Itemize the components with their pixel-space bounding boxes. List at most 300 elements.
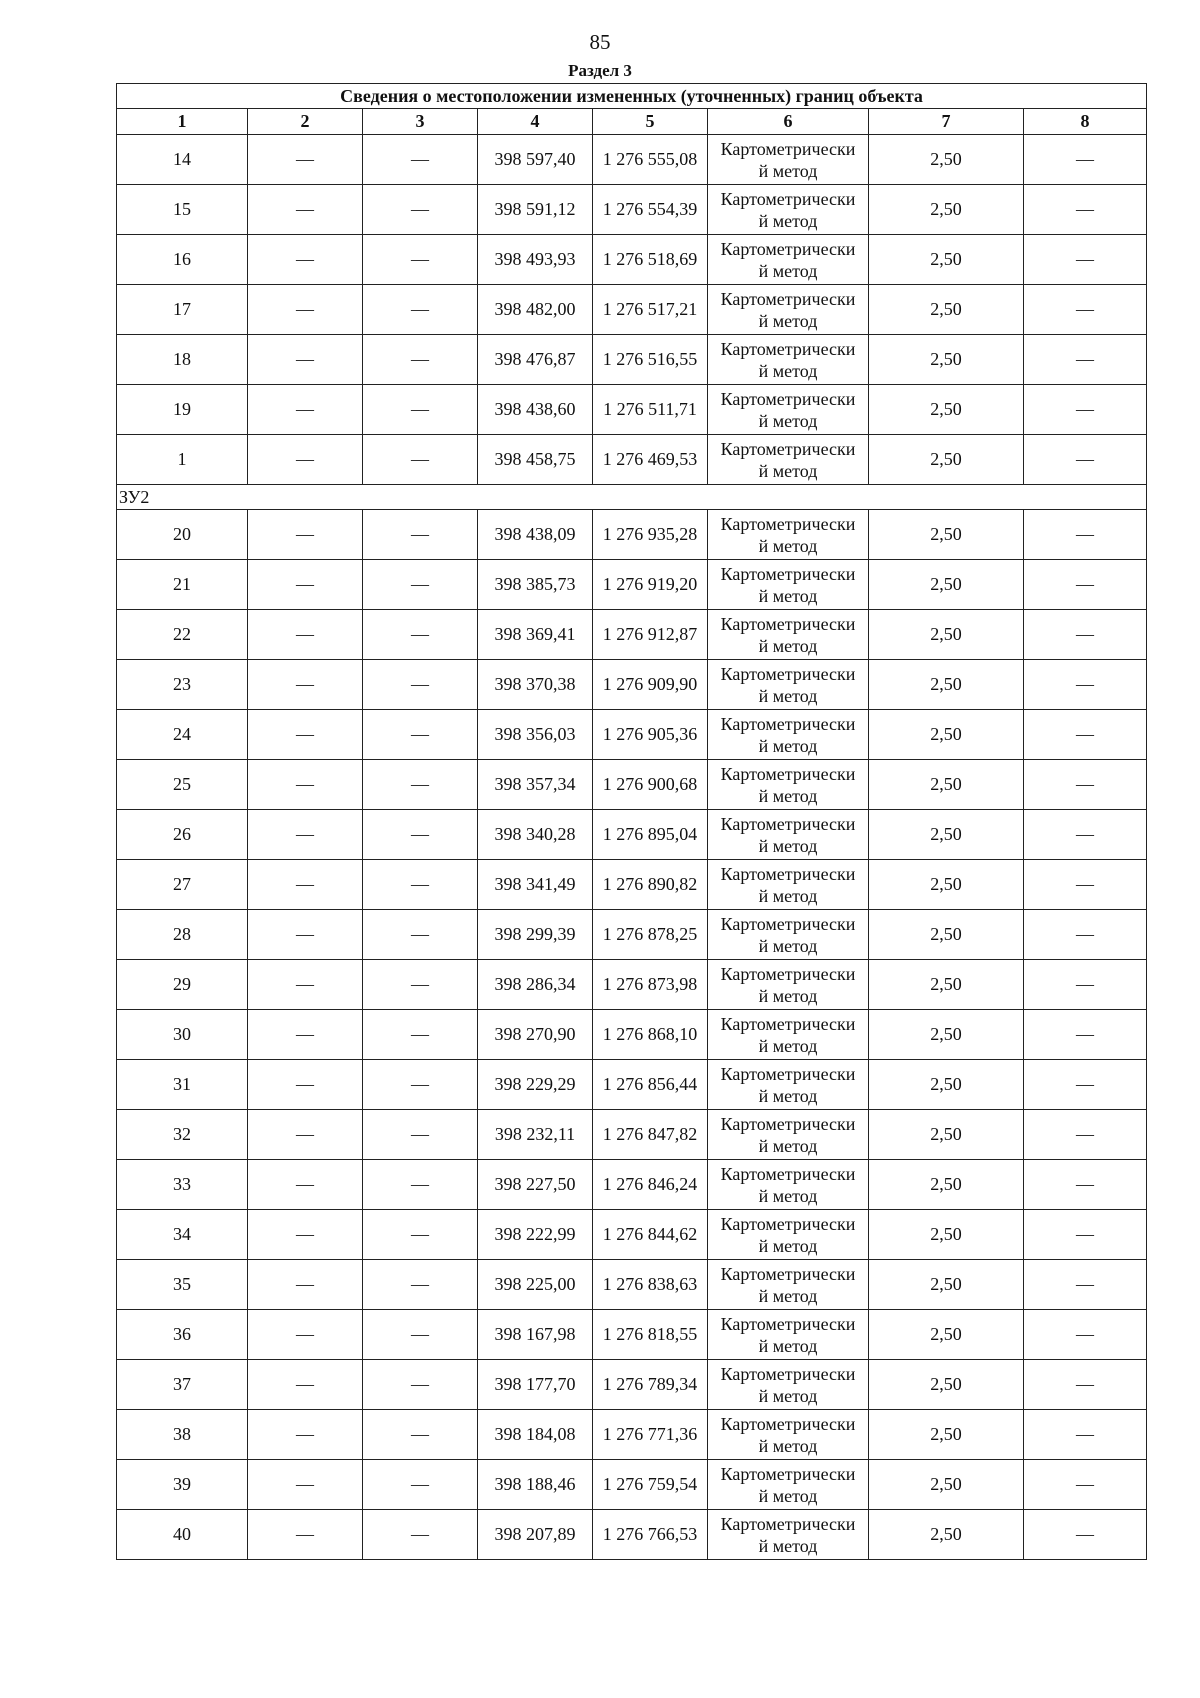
- column-8-cell: —: [1024, 435, 1147, 485]
- point-number-cell: 36: [117, 1310, 248, 1360]
- method-line-2: й метод: [758, 1335, 818, 1356]
- page-number: 85: [589, 30, 611, 54]
- column-2-cell: —: [248, 860, 363, 910]
- x-coordinate-cell: 398 493,93: [478, 235, 593, 285]
- point-number-cell: 16: [117, 235, 248, 285]
- accuracy-cell: 2,50: [869, 335, 1024, 385]
- column-8-cell: —: [1024, 1460, 1147, 1510]
- x-coordinate-cell: 398 482,00: [478, 285, 593, 335]
- method-cell: [708, 860, 869, 910]
- method-line-2: й метод: [758, 1435, 818, 1456]
- table-row: [117, 1060, 1147, 1110]
- method-line-1: Картометрически: [720, 188, 856, 209]
- table-row: [117, 610, 1147, 660]
- column-8-cell: —: [1024, 1360, 1147, 1410]
- x-coordinate-cell: 398 341,49: [478, 860, 593, 910]
- method-cell: [708, 810, 869, 860]
- column-8-cell: —: [1024, 135, 1147, 185]
- method-line-1: Картометрически: [720, 863, 856, 884]
- table-row: [117, 385, 1147, 435]
- y-coordinate-cell: 1 276 868,10: [593, 1010, 708, 1060]
- point-number-cell: 18: [117, 335, 248, 385]
- method-cell: [708, 1110, 869, 1160]
- column-2-cell: —: [248, 335, 363, 385]
- column-8-cell: —: [1024, 610, 1147, 660]
- accuracy-cell: 2,50: [869, 1160, 1024, 1210]
- table-row: [117, 760, 1147, 810]
- column-8-cell: —: [1024, 1010, 1147, 1060]
- column-8-cell: —: [1024, 1510, 1147, 1560]
- accuracy-cell: 2,50: [869, 760, 1024, 810]
- column-3-cell: —: [363, 1360, 478, 1410]
- column-3-cell: —: [363, 860, 478, 910]
- column-2-cell: —: [248, 235, 363, 285]
- accuracy-cell: 2,50: [869, 1310, 1024, 1360]
- column-8-cell: —: [1024, 510, 1147, 560]
- y-coordinate-cell: 1 276 469,53: [593, 435, 708, 485]
- method-line-2: й метод: [758, 685, 818, 706]
- y-coordinate-cell: 1 276 900,68: [593, 760, 708, 810]
- table-row: [117, 1510, 1147, 1560]
- method-cell: [708, 560, 869, 610]
- method-line-2: й метод: [758, 1485, 818, 1506]
- x-coordinate-cell: 398 225,00: [478, 1260, 593, 1310]
- point-number-cell: 20: [117, 510, 248, 560]
- x-coordinate-cell: 398 177,70: [478, 1360, 593, 1410]
- method-line-1: Картометрически: [720, 1313, 856, 1334]
- method-line-1: Картометрически: [720, 238, 856, 259]
- point-number-cell: 33: [117, 1160, 248, 1210]
- column-3-cell: —: [363, 760, 478, 810]
- point-number-cell: 35: [117, 1260, 248, 1310]
- column-8-cell: —: [1024, 710, 1147, 760]
- method-line-1: Картометрически: [720, 1513, 856, 1534]
- table-row: [117, 960, 1147, 1010]
- method-line-1: Картометрически: [720, 763, 856, 784]
- column-number: 4: [478, 109, 593, 135]
- column-3-cell: —: [363, 185, 478, 235]
- point-number-cell: 34: [117, 1210, 248, 1260]
- x-coordinate-cell: 398 369,41: [478, 610, 593, 660]
- method-line-1: Картометрически: [720, 1413, 856, 1434]
- method-line-1: Картометрически: [720, 613, 856, 634]
- column-8-cell: —: [1024, 760, 1147, 810]
- point-number-cell: 1: [117, 435, 248, 485]
- method-line-1: Картометрически: [720, 1213, 856, 1234]
- x-coordinate-cell: 398 184,08: [478, 1410, 593, 1460]
- x-coordinate-cell: 398 207,89: [478, 1510, 593, 1560]
- column-2-cell: —: [248, 1460, 363, 1510]
- accuracy-cell: 2,50: [869, 960, 1024, 1010]
- point-number-cell: 23: [117, 660, 248, 710]
- method-cell: [708, 1460, 869, 1510]
- x-coordinate-cell: 398 438,60: [478, 385, 593, 435]
- column-2-cell: —: [248, 910, 363, 960]
- method-line-1: Картометрически: [720, 1163, 856, 1184]
- point-number-cell: 25: [117, 760, 248, 810]
- y-coordinate-cell: 1 276 895,04: [593, 810, 708, 860]
- accuracy-cell: 2,50: [869, 1110, 1024, 1160]
- accuracy-cell: 2,50: [869, 285, 1024, 335]
- x-coordinate-cell: 398 270,90: [478, 1010, 593, 1060]
- x-coordinate-cell: 398 340,28: [478, 810, 593, 860]
- table-body: [117, 135, 1147, 1560]
- table-row: [117, 1310, 1147, 1360]
- y-coordinate-cell: 1 276 766,53: [593, 1510, 708, 1560]
- method-line-2: й метод: [758, 410, 818, 431]
- x-coordinate-cell: 398 229,29: [478, 1060, 593, 1110]
- column-number: 5: [593, 109, 708, 135]
- column-2-cell: —: [248, 760, 363, 810]
- table-row: [117, 1460, 1147, 1510]
- column-2-cell: —: [248, 610, 363, 660]
- y-coordinate-cell: 1 276 844,62: [593, 1210, 708, 1260]
- column-8-cell: —: [1024, 1060, 1147, 1110]
- method-cell: [708, 1260, 869, 1310]
- accuracy-cell: 2,50: [869, 510, 1024, 560]
- method-line-2: й метод: [758, 310, 818, 331]
- accuracy-cell: 2,50: [869, 1410, 1024, 1460]
- y-coordinate-cell: 1 276 909,90: [593, 660, 708, 710]
- point-number-cell: 32: [117, 1110, 248, 1160]
- column-number-row: [117, 109, 1147, 135]
- column-2-cell: —: [248, 185, 363, 235]
- column-3-cell: —: [363, 710, 478, 760]
- method-cell: [708, 385, 869, 435]
- point-number-cell: 26: [117, 810, 248, 860]
- table-row: [117, 860, 1147, 910]
- column-8-cell: —: [1024, 1210, 1147, 1260]
- column-2-cell: —: [248, 285, 363, 335]
- y-coordinate-cell: 1 276 511,71: [593, 385, 708, 435]
- method-line-1: Картометрически: [720, 1013, 856, 1034]
- x-coordinate-cell: 398 476,87: [478, 335, 593, 385]
- accuracy-cell: 2,50: [869, 660, 1024, 710]
- column-3-cell: —: [363, 1110, 478, 1160]
- method-cell: [708, 185, 869, 235]
- y-coordinate-cell: 1 276 856,44: [593, 1060, 708, 1110]
- column-number: 6: [708, 109, 869, 135]
- column-3-cell: —: [363, 1210, 478, 1260]
- point-number-cell: 14: [117, 135, 248, 185]
- table-row: [117, 435, 1147, 485]
- y-coordinate-cell: 1 276 846,24: [593, 1160, 708, 1210]
- table-row: [117, 335, 1147, 385]
- column-8-cell: —: [1024, 1410, 1147, 1460]
- column-3-cell: —: [363, 1310, 478, 1360]
- point-number-cell: 38: [117, 1410, 248, 1460]
- column-3-cell: —: [363, 1410, 478, 1460]
- accuracy-cell: 2,50: [869, 1360, 1024, 1410]
- column-2-cell: —: [248, 1510, 363, 1560]
- column-8-cell: —: [1024, 810, 1147, 860]
- column-3-cell: —: [363, 285, 478, 335]
- method-line-1: Картометрически: [720, 338, 856, 359]
- y-coordinate-cell: 1 276 759,54: [593, 1460, 708, 1510]
- point-number-cell: 37: [117, 1360, 248, 1410]
- point-number-cell: 22: [117, 610, 248, 660]
- method-line-2: й метод: [758, 735, 818, 756]
- method-line-2: й метод: [758, 360, 818, 381]
- column-3-cell: —: [363, 1460, 478, 1510]
- y-coordinate-cell: 1 276 554,39: [593, 185, 708, 235]
- x-coordinate-cell: 398 385,73: [478, 560, 593, 610]
- table-row: [117, 185, 1147, 235]
- method-line-2: й метод: [758, 1185, 818, 1206]
- y-coordinate-cell: 1 276 771,36: [593, 1410, 708, 1460]
- column-2-cell: —: [248, 960, 363, 1010]
- method-line-2: й метод: [758, 260, 818, 281]
- column-number: 3: [363, 109, 478, 135]
- y-coordinate-cell: 1 276 919,20: [593, 560, 708, 610]
- y-coordinate-cell: 1 276 555,08: [593, 135, 708, 185]
- column-2-cell: —: [248, 135, 363, 185]
- method-line-1: Картометрически: [720, 663, 856, 684]
- x-coordinate-cell: 398 286,34: [478, 960, 593, 1010]
- table-row: [117, 1260, 1147, 1310]
- accuracy-cell: 2,50: [869, 1510, 1024, 1560]
- table-row: [117, 1210, 1147, 1260]
- column-8-cell: —: [1024, 660, 1147, 710]
- method-line-2: й метод: [758, 1085, 818, 1106]
- method-cell: [708, 1360, 869, 1410]
- column-2-cell: —: [248, 1010, 363, 1060]
- accuracy-cell: 2,50: [869, 860, 1024, 910]
- method-cell: [708, 1510, 869, 1560]
- column-8-cell: —: [1024, 185, 1147, 235]
- method-line-1: Картометрически: [720, 813, 856, 834]
- point-number-cell: 21: [117, 560, 248, 610]
- section-title: Раздел 3: [568, 61, 632, 80]
- column-8-cell: —: [1024, 910, 1147, 960]
- x-coordinate-cell: 398 299,39: [478, 910, 593, 960]
- y-coordinate-cell: 1 276 878,25: [593, 910, 708, 960]
- point-number-cell: 27: [117, 860, 248, 910]
- table-row: [117, 910, 1147, 960]
- method-cell: [708, 1060, 869, 1110]
- accuracy-cell: 2,50: [869, 435, 1024, 485]
- column-2-cell: —: [248, 1110, 363, 1160]
- method-line-2: й метод: [758, 160, 818, 181]
- column-number: 1: [117, 109, 248, 135]
- method-line-2: й метод: [758, 835, 818, 856]
- method-line-1: Картометрически: [720, 1263, 856, 1284]
- method-line-1: Картометрически: [720, 1463, 856, 1484]
- y-coordinate-cell: 1 276 517,21: [593, 285, 708, 335]
- method-cell: [708, 510, 869, 560]
- table-row: [117, 1110, 1147, 1160]
- method-line-1: Картометрически: [720, 288, 856, 309]
- table-row: [117, 135, 1147, 185]
- method-line-1: Картометрически: [720, 963, 856, 984]
- column-8-cell: —: [1024, 1310, 1147, 1360]
- column-2-cell: —: [248, 1360, 363, 1410]
- method-cell: [708, 1410, 869, 1460]
- method-cell: [708, 960, 869, 1010]
- point-number-cell: 30: [117, 1010, 248, 1060]
- y-coordinate-cell: 1 276 789,34: [593, 1360, 708, 1410]
- column-3-cell: —: [363, 1260, 478, 1310]
- accuracy-cell: 2,50: [869, 1010, 1024, 1060]
- table-row: [117, 1360, 1147, 1410]
- column-2-cell: —: [248, 1160, 363, 1210]
- table-row: [117, 810, 1147, 860]
- method-line-2: й метод: [758, 585, 818, 606]
- method-line-2: й метод: [758, 635, 818, 656]
- boundary-coordinates-table: [116, 83, 1147, 1560]
- column-3-cell: —: [363, 960, 478, 1010]
- x-coordinate-cell: 398 438,09: [478, 510, 593, 560]
- method-line-1: Картометрически: [720, 438, 856, 459]
- method-line-2: й метод: [758, 535, 818, 556]
- method-line-2: й метод: [758, 785, 818, 806]
- method-line-2: й метод: [758, 1035, 818, 1056]
- column-3-cell: —: [363, 235, 478, 285]
- point-number-cell: 40: [117, 1510, 248, 1560]
- accuracy-cell: 2,50: [869, 1460, 1024, 1510]
- column-2-cell: —: [248, 1260, 363, 1310]
- column-8-cell: —: [1024, 1260, 1147, 1310]
- table-row: [117, 660, 1147, 710]
- method-line-2: й метод: [758, 460, 818, 481]
- column-number: 2: [248, 109, 363, 135]
- method-line-2: й метод: [758, 210, 818, 231]
- point-number-cell: 15: [117, 185, 248, 235]
- accuracy-cell: 2,50: [869, 910, 1024, 960]
- method-cell: [708, 1010, 869, 1060]
- table-title: Сведения о местоположении измененных (уточненных) границ объекта: [117, 84, 1147, 109]
- column-8-cell: —: [1024, 335, 1147, 385]
- column-3-cell: —: [363, 510, 478, 560]
- point-number-cell: 28: [117, 910, 248, 960]
- column-3-cell: —: [363, 610, 478, 660]
- column-8-cell: —: [1024, 1110, 1147, 1160]
- column-3-cell: —: [363, 135, 478, 185]
- point-number-cell: 19: [117, 385, 248, 435]
- column-number: 8: [1024, 109, 1147, 135]
- column-number: 7: [869, 109, 1024, 135]
- column-3-cell: —: [363, 660, 478, 710]
- column-3-cell: —: [363, 560, 478, 610]
- point-number-cell: 24: [117, 710, 248, 760]
- method-line-2: й метод: [758, 1385, 818, 1406]
- table-row: [117, 710, 1147, 760]
- column-2-cell: —: [248, 810, 363, 860]
- column-2-cell: —: [248, 1410, 363, 1460]
- x-coordinate-cell: 398 232,11: [478, 1110, 593, 1160]
- column-2-cell: —: [248, 560, 363, 610]
- table-row: [117, 560, 1147, 610]
- y-coordinate-cell: 1 276 518,69: [593, 235, 708, 285]
- accuracy-cell: 2,50: [869, 135, 1024, 185]
- accuracy-cell: 2,50: [869, 610, 1024, 660]
- column-2-cell: —: [248, 1060, 363, 1110]
- column-2-cell: —: [248, 1310, 363, 1360]
- method-line-1: Картометрически: [720, 513, 856, 534]
- method-cell: [708, 710, 869, 760]
- y-coordinate-cell: 1 276 516,55: [593, 335, 708, 385]
- method-line-1: Картометрически: [720, 388, 856, 409]
- group-row: [117, 485, 1147, 510]
- x-coordinate-cell: 398 370,38: [478, 660, 593, 710]
- method-line-1: Картометрически: [720, 713, 856, 734]
- group-label: ЗУ2: [117, 485, 1147, 510]
- method-line-2: й метод: [758, 1135, 818, 1156]
- x-coordinate-cell: 398 227,50: [478, 1160, 593, 1210]
- column-3-cell: —: [363, 1010, 478, 1060]
- method-cell: [708, 435, 869, 485]
- accuracy-cell: 2,50: [869, 810, 1024, 860]
- method-cell: [708, 1310, 869, 1360]
- table-row: [117, 1010, 1147, 1060]
- y-coordinate-cell: 1 276 838,63: [593, 1260, 708, 1310]
- point-number-cell: 17: [117, 285, 248, 335]
- x-coordinate-cell: 398 188,46: [478, 1460, 593, 1510]
- method-line-2: й метод: [758, 935, 818, 956]
- accuracy-cell: 2,50: [869, 1060, 1024, 1110]
- accuracy-cell: 2,50: [869, 1210, 1024, 1260]
- column-8-cell: —: [1024, 860, 1147, 910]
- method-line-2: й метод: [758, 1285, 818, 1306]
- column-3-cell: —: [363, 1510, 478, 1560]
- x-coordinate-cell: 398 167,98: [478, 1310, 593, 1360]
- y-coordinate-cell: 1 276 847,82: [593, 1110, 708, 1160]
- table-row: [117, 510, 1147, 560]
- accuracy-cell: 2,50: [869, 560, 1024, 610]
- method-cell: [708, 1210, 869, 1260]
- method-line-2: й метод: [758, 885, 818, 906]
- column-3-cell: —: [363, 810, 478, 860]
- column-8-cell: —: [1024, 285, 1147, 335]
- method-cell: [708, 235, 869, 285]
- column-2-cell: —: [248, 660, 363, 710]
- method-cell: [708, 760, 869, 810]
- column-3-cell: —: [363, 435, 478, 485]
- accuracy-cell: 2,50: [869, 385, 1024, 435]
- table-row: [117, 1160, 1147, 1210]
- table-row: [117, 1410, 1147, 1460]
- column-8-cell: —: [1024, 960, 1147, 1010]
- column-2-cell: —: [248, 435, 363, 485]
- method-line-1: Картометрически: [720, 913, 856, 934]
- x-coordinate-cell: 398 356,03: [478, 710, 593, 760]
- y-coordinate-cell: 1 276 873,98: [593, 960, 708, 1010]
- y-coordinate-cell: 1 276 890,82: [593, 860, 708, 910]
- y-coordinate-cell: 1 276 818,55: [593, 1310, 708, 1360]
- method-cell: [708, 285, 869, 335]
- method-cell: [708, 1160, 869, 1210]
- method-line-2: й метод: [758, 985, 818, 1006]
- column-3-cell: —: [363, 1160, 478, 1210]
- point-number-cell: 31: [117, 1060, 248, 1110]
- x-coordinate-cell: 398 458,75: [478, 435, 593, 485]
- accuracy-cell: 2,50: [869, 185, 1024, 235]
- method-cell: [708, 135, 869, 185]
- column-2-cell: —: [248, 510, 363, 560]
- point-number-cell: 29: [117, 960, 248, 1010]
- y-coordinate-cell: 1 276 935,28: [593, 510, 708, 560]
- x-coordinate-cell: 398 357,34: [478, 760, 593, 810]
- column-8-cell: —: [1024, 560, 1147, 610]
- x-coordinate-cell: 398 591,12: [478, 185, 593, 235]
- column-3-cell: —: [363, 385, 478, 435]
- column-3-cell: —: [363, 910, 478, 960]
- accuracy-cell: 2,50: [869, 710, 1024, 760]
- column-3-cell: —: [363, 1060, 478, 1110]
- column-2-cell: —: [248, 1210, 363, 1260]
- method-line-2: й метод: [758, 1535, 818, 1556]
- column-2-cell: —: [248, 710, 363, 760]
